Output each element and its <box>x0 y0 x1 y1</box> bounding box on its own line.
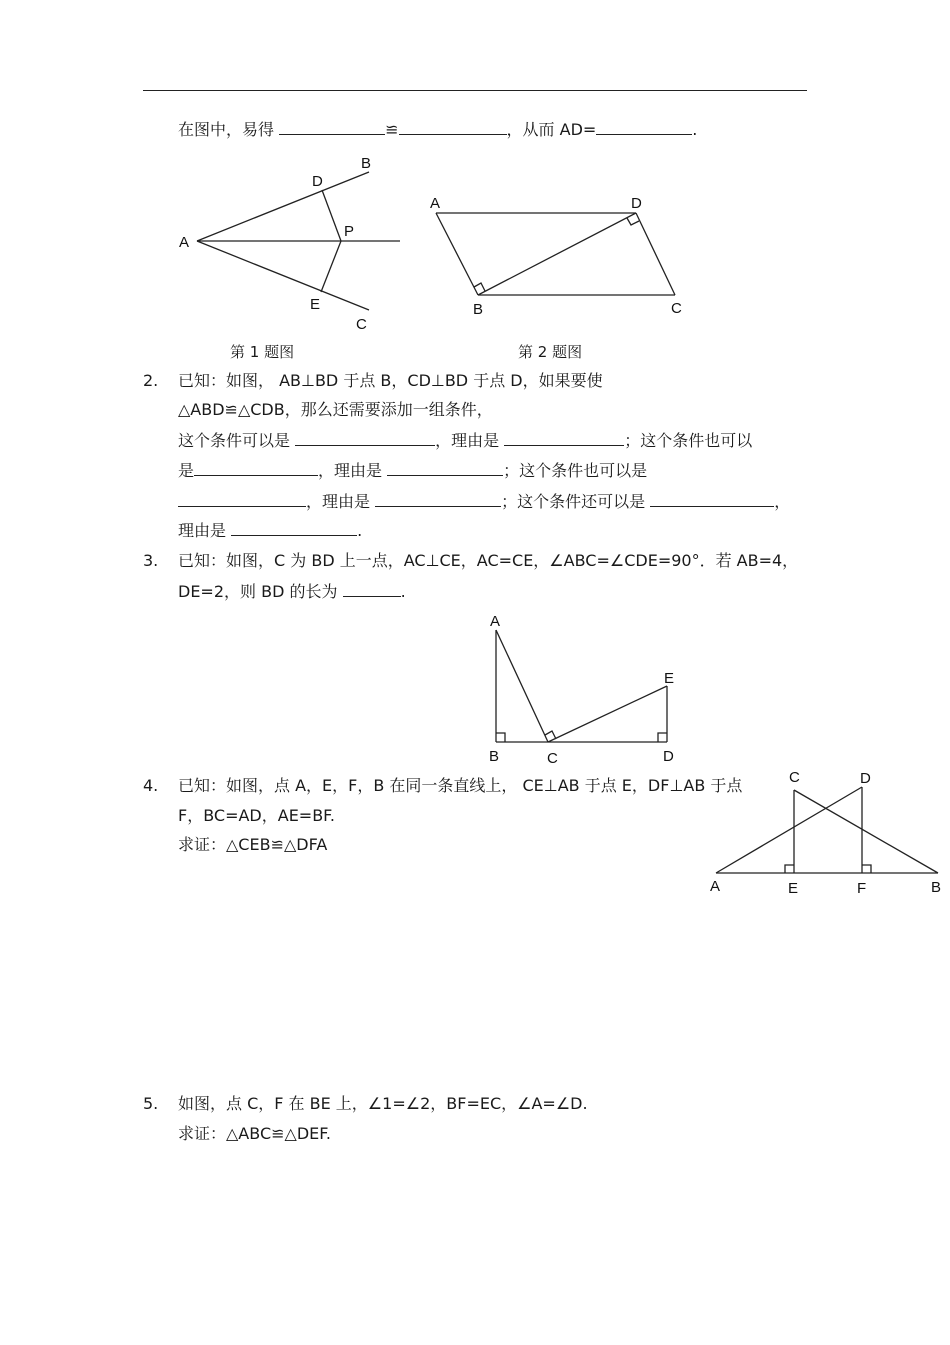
q4-line-2: F，BC=AD，AE=BF. <box>178 806 335 825</box>
fig3-label-c: C <box>547 750 558 767</box>
fig1-label-b: B <box>361 155 372 172</box>
q2-line6-b: . <box>357 521 363 540</box>
fig4-label-b: B <box>931 879 942 896</box>
q1-comma-text: ，从而 <box>506 120 555 139</box>
fig3-label-d: D <box>663 748 674 765</box>
fig1-label-d: D <box>312 173 323 190</box>
fig2-label-a: A <box>430 195 441 212</box>
q4-number: 4. <box>143 776 159 795</box>
fig3-label-b: B <box>489 748 500 765</box>
q1-cong-symbol: ≌ <box>385 120 399 139</box>
q1-prefix: 在图中，易得 <box>178 120 275 139</box>
fig4-right-angle-f <box>862 865 871 873</box>
fig3-label-e: E <box>664 670 675 687</box>
q5-line-2: 求证：△ABC≌△DEF. <box>178 1124 331 1143</box>
q3-number: 3. <box>143 551 159 570</box>
fig2-label-c: C <box>671 300 682 317</box>
fig4-label-c: C <box>789 769 800 786</box>
q2-line-1: 已知：如图， AB⊥BD 于点 B，CD⊥BD 于点 D，如果要使 <box>178 371 603 390</box>
q2-line3-c: ；这个条件也可以 <box>624 431 753 450</box>
q3-line2-b: . <box>400 582 406 601</box>
q4-line-1: 已知：如图，点 A，E，F，B 在同一条直线上， CE⊥AB 于点 E，DF⊥AB 于点 <box>178 776 743 795</box>
fig4-label-e: E <box>788 880 799 897</box>
q2-line4-c: ；这个条件也可以是 <box>503 461 648 480</box>
q2-line3-b: ，理由是 <box>435 431 500 450</box>
q2-line-2: △ABD≌△CDB，那么还需要添加一组条件， <box>178 400 493 419</box>
fig1-label-p: P <box>344 223 355 240</box>
q1-end: . <box>692 120 698 139</box>
q2-line5-d: ， <box>774 492 791 511</box>
q4-line-3: 求证：△CEB≌△DFA <box>178 835 328 854</box>
q2-line4-b: ，理由是 <box>318 461 383 480</box>
fig4-label-f: F <box>857 880 867 897</box>
q2-line3-a: 这个条件可以是 <box>178 431 291 450</box>
q2-line5-b: ，理由是 <box>306 492 371 511</box>
q3-line-1: 已知：如图，C 为 BD 上一点，AC⊥CE，AC=CE，∠ABC=∠CDE=90°．若 AB=4， <box>178 551 799 570</box>
fig2-caption: 第 2 题图 <box>518 343 583 361</box>
fig3-label-a: A <box>490 613 501 630</box>
fig2-label-b: B <box>473 301 484 318</box>
fig1-label-a: A <box>179 234 190 251</box>
fig4-seg-ad <box>716 787 862 873</box>
fig1-label-c: C <box>356 316 367 333</box>
q2-line4-a: 是 <box>178 461 195 480</box>
fig4-label-a: A <box>710 878 721 895</box>
q2-line6-a: 理由是 <box>178 521 227 540</box>
fig4-seg-cb <box>794 790 938 873</box>
fig4-right-angle-e <box>785 865 794 873</box>
fig1-caption: 第 1 题图 <box>230 343 295 361</box>
q2-number: 2. <box>143 371 159 390</box>
q2-line5-c: ；这个条件还可以是 <box>501 492 646 511</box>
q5-line-1: 如图，点 C，F 在 BE 上，∠1=∠2，BF=EC，∠A=∠D. <box>178 1094 588 1113</box>
fig4-label-d: D <box>860 770 871 787</box>
fig2-label-d: D <box>631 195 642 212</box>
q3-line2-a: DE=2，则 BD 的长为 <box>178 582 338 601</box>
q5-number: 5. <box>143 1094 159 1113</box>
q1-ad-label: AD= <box>559 120 597 139</box>
fig1-label-e: E <box>310 296 321 313</box>
